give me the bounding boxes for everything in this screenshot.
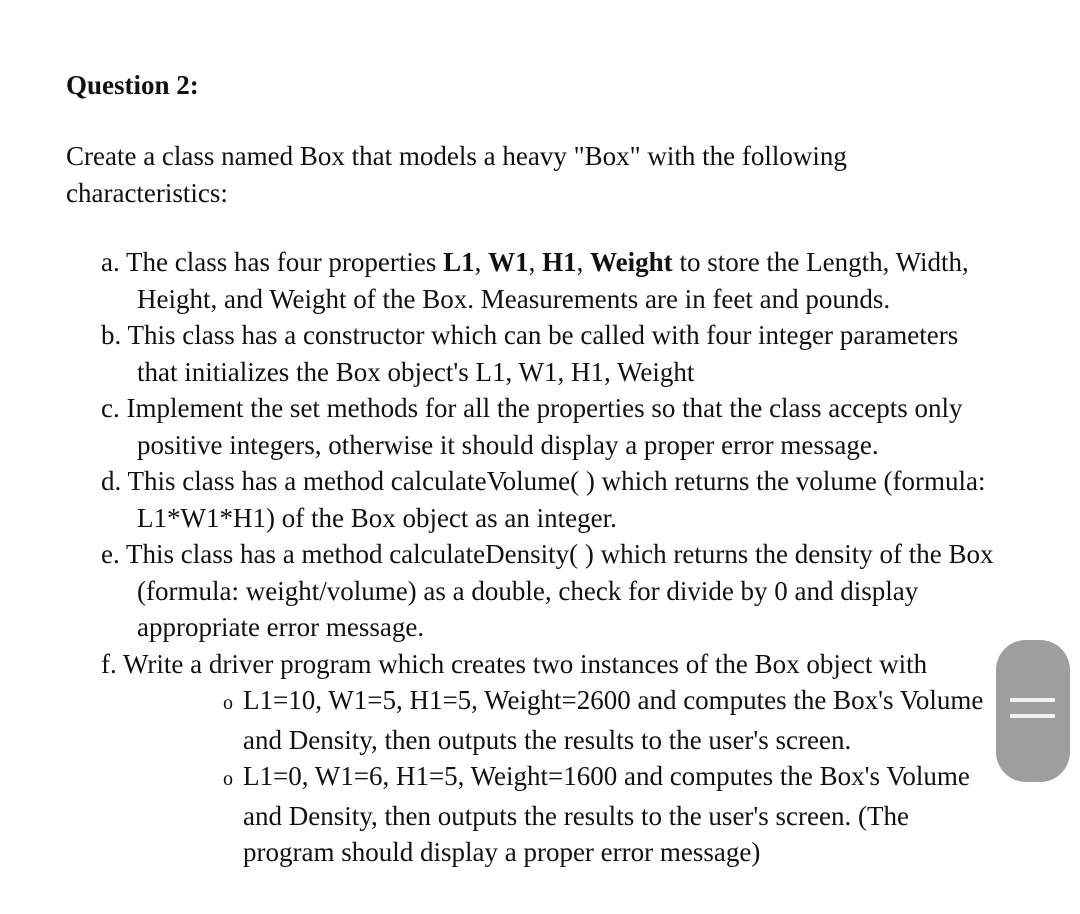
requirement-f-text: f. Write a driver program which creates two instances of the Box object with bbox=[101, 648, 928, 679]
property-weight: Weight bbox=[590, 247, 673, 277]
question-title: Question 2: bbox=[66, 70, 199, 100]
requirement-f bbox=[101, 646, 1001, 871]
requirements-list bbox=[101, 244, 1001, 871]
property-l1: L1 bbox=[443, 247, 475, 277]
grip-line bbox=[1010, 714, 1055, 718]
requirement-a-prefix: a. The class has four properties bbox=[101, 247, 444, 277]
circle-bullet-icon: o bbox=[223, 768, 233, 790]
requirement-b: b. This class has a constructor which can be called with four integer parameters that initializes the Box object's L1, W1, H1, Weight bbox=[101, 320, 959, 387]
driver-case-1 bbox=[208, 682, 1001, 758]
separator: , bbox=[528, 247, 543, 277]
driver-case-1-text: L1=10, W1=5, H1=5, Weight=2600 and computes the Box's Volume and Density, then outputs the results to the user's screen. bbox=[243, 685, 984, 755]
requirement-d: d. This class has a method calculateVolume( ) which returns the volume (formula: L1*W1*H1) of the Box object as an integer. bbox=[101, 466, 986, 533]
requirement-a bbox=[101, 244, 1001, 317]
driver-cases-list bbox=[137, 682, 1001, 871]
requirement-a-suffix: to store the Length, Width, Height, and Weight of the Box. Measurements are in feet and pounds. bbox=[137, 247, 969, 314]
driver-case-2 bbox=[208, 758, 1001, 871]
separator: , bbox=[576, 247, 591, 277]
property-h1: H1 bbox=[542, 247, 577, 277]
driver-case-2-text: L1=0, W1=6, H1=5, Weight=1600 and computes the Box's Volume and Density, then outputs the results to the user's screen. (The program should display a proper error message) bbox=[243, 761, 970, 867]
separator: , bbox=[474, 247, 489, 277]
property-w1: W1 bbox=[488, 247, 529, 277]
circle-bullet-icon: o bbox=[223, 692, 233, 714]
grip-line bbox=[1010, 698, 1055, 702]
drag-handle-icon[interactable] bbox=[996, 640, 1070, 782]
question-intro: Create a class named Box that models a heavy "Box" with the following characteristics: bbox=[66, 141, 847, 208]
requirement-e: e. This class has a method calculateDensity( ) which returns the density of the Box (formula: weight/volume) as a double, check for divide by 0 and display appropriate error message. bbox=[101, 539, 994, 642]
requirement-c: c. Implement the set methods for all the properties so that the class accepts only positive integers, otherwise it should display a proper error message. bbox=[101, 393, 963, 460]
